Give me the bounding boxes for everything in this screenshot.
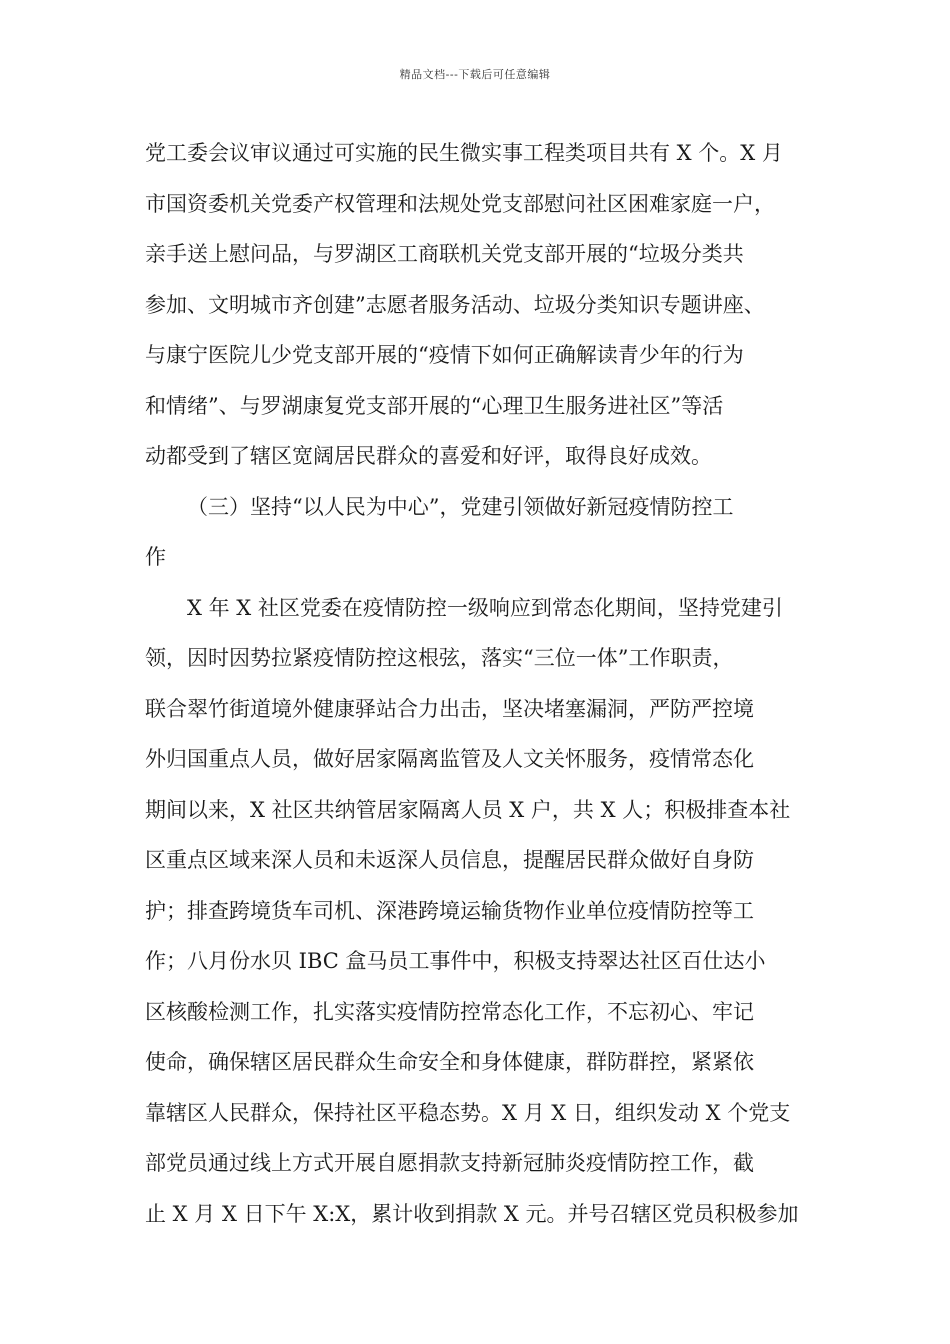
paragraph-line: 与康宁医院儿少党支部开展的“疫情下如何正确解读青少年的行为 bbox=[145, 343, 744, 367]
section-heading-continued: 作 bbox=[145, 545, 166, 569]
paragraph-line: 作；八月份水贝 IBC 盒马员工事件中，积极支持翠达社区百仕达小 bbox=[145, 949, 766, 973]
paragraph-line: X 年 X 社区党委在疫情防控一级响应到常态化期间，坚持党建引 bbox=[187, 595, 783, 620]
paragraph-line: 亲手送上慰问品，与罗湖区工商联机关党支部开展的“垃圾分类共 bbox=[145, 242, 744, 266]
paragraph-line: 使命，确保辖区居民群众生命安全和身体健康，群防群控，紧紧依 bbox=[145, 1050, 754, 1074]
paragraph-line: 止 X 月 X 日下午 X:X，累计收到捐款 X 元。并号召辖区党员积极参加 bbox=[145, 1201, 799, 1226]
paragraph-line: 市国资委机关党委产权管理和法规处党支部慰问社区困难家庭一户， bbox=[145, 191, 775, 216]
paragraph-line: 靠辖区人民群众，保持社区平稳态势。X 月 X 日，组织发动 X 个党支 bbox=[145, 1100, 791, 1125]
section-heading: （三）坚持“以人民为中心”，党建引领做好新冠疫情防控工 bbox=[187, 494, 734, 519]
paragraph-line: 领，因时因势拉紧疫情防控这根弦，落实“三位一体”工作职责， bbox=[145, 646, 734, 670]
paragraph-line: 部党员通过线上方式开展自愿捐款支持新冠肺炎疫情防控工作，截 bbox=[145, 1151, 754, 1175]
paragraph-line: 联合翠竹街道境外健康驿站合力出击，坚决堵塞漏洞，严防严控境 bbox=[145, 696, 754, 721]
paragraph-line: 护；排查跨境货车司机、深港跨境运输货物作业单位疫情防控等工 bbox=[145, 898, 754, 923]
paragraph-line: 和情绪”、与罗湖康复党支部开展的“心理卫生服务进社区”等活 bbox=[145, 393, 724, 418]
paragraph-line: 外归国重点人员，做好居家隔离监管及人文关怀服务，疫情常态化 bbox=[145, 747, 754, 771]
paragraph-line: 区核酸检测工作，扎实落实疫情防控常态化工作，不忘初心、牢记 bbox=[145, 999, 754, 1024]
paragraph-line: 参加、文明城市齐创建”志愿者服务活动、垃圾分类知识专题讲座、 bbox=[145, 292, 765, 317]
paragraph-line: 党工委会议审议通过可实施的民生微实事工程类项目共有 X 个。X 月 bbox=[145, 141, 783, 165]
document-body bbox=[145, 128, 815, 1239]
paragraph-line: 动都受到了辖区宽阔居民群众的喜爱和好评，取得良好成效。 bbox=[145, 444, 712, 468]
paragraph-line: 期间以来，X 社区共纳管居家隔离人员 X 户，共 X 人；积极排查本社 bbox=[145, 797, 791, 822]
paragraph-line: 区重点区域来深人员和未返深人员信息，提醒居民群众做好自身防 bbox=[145, 848, 754, 872]
page-header: 精品文档---下载后可任意编辑 bbox=[399, 68, 551, 81]
